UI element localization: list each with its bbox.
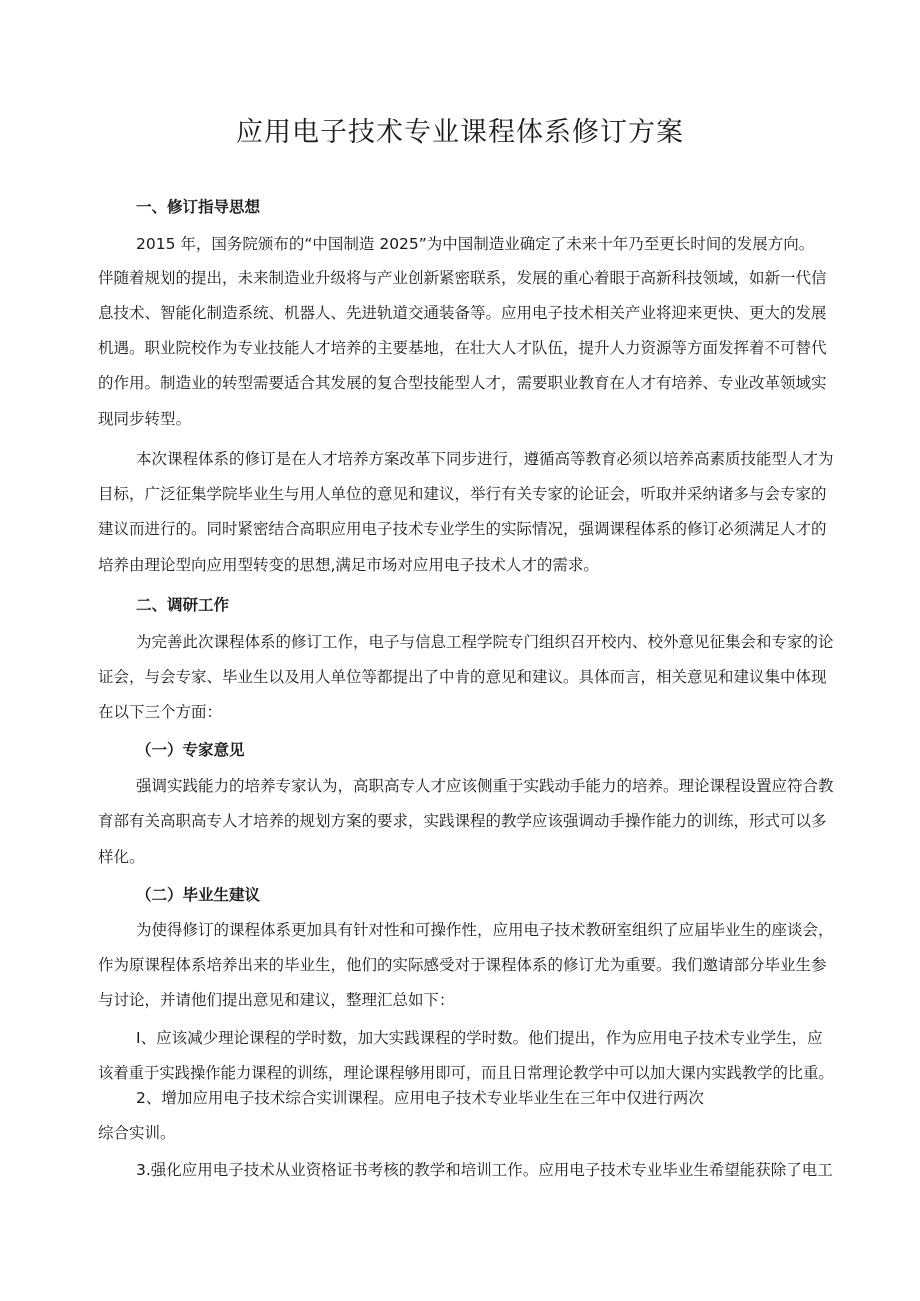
paragraph-line: 2015 年，国务院颁布的“中国制造 2025”为中国制造业确定了未来十年乃至更长时间的发展方向。 bbox=[136, 235, 815, 253]
paragraph-line: 育部有关高职高专人才培养的规划方案的要求，实践课程的教学应该强调动手操作能力的训练，形式可以多 bbox=[98, 812, 827, 830]
paragraph-line: 样化。 bbox=[98, 848, 145, 866]
paragraph-line: 目标，广泛征集学院毕业生与用人单位的意见和建议，举行有关专家的论证会，听取并采纳诸多与会专家的 bbox=[98, 485, 827, 503]
paragraph-line: 强调实践能力的培养专家认为，高职高专人才应该侧重于实践动手能力的培养。理论课程设置应符合教 bbox=[136, 777, 834, 795]
paragraph-line: 与讨论，并请他们提出意见和建议，整理汇总如下： bbox=[98, 991, 455, 1009]
section-heading: 一、修订指导思想 bbox=[136, 198, 261, 216]
list-item-line: 3.强化应用电子技术从业资格证书考核的教学和培训工作。应用电子技术专业毕业生希望能获除了电工 bbox=[136, 1161, 833, 1179]
list-item-line: Ⅰ、应该减少理论课程的学时数，加大实践课程的学时数。他们提出，作为应用电子技术专业学生，应 bbox=[136, 1029, 823, 1047]
paragraph-line: 息技术、智能化制造系统、机器人、先进轨道交通装备等。应用电子技术相关产业将迎来更快、更大的发展 bbox=[98, 304, 827, 322]
paragraph-line: 作为原课程体系培养出来的毕业生，他们的实际感受对于课程体系的修订尤为重要。我们邀请部分毕业生参 bbox=[98, 956, 827, 974]
paragraph-line: 本次课程体系的修订是在人才培养方案改革下同步进行，遵循高等教育必须以培养高素质技能型人才为 bbox=[136, 450, 834, 468]
paragraph-line: 的作用。制造业的转型需要适合其发展的复合型技能型人才，需要职业教育在人才有培养、专业改革领域实 bbox=[98, 374, 827, 392]
paragraph-line: 为完善此次课程体系的修订工作，电子与信息工程学院专门组织召开校内、校外意见征集会和专家的论 bbox=[136, 633, 834, 651]
paragraph-line: 在以下三个方面： bbox=[98, 703, 223, 721]
paragraph-line: 伴随着规划的提出，未来制造业升级将与产业创新紧密联系，发展的重心着眼于高新科技领域，如新一代信 bbox=[98, 269, 827, 287]
paragraph-line: 现同步转型。 bbox=[98, 410, 192, 428]
paragraph-line: 证会，与会专家、毕业生以及用人单位等都提出了中肯的意见和建议。具体而言，相关意见和建议集中体现 bbox=[98, 668, 827, 686]
section-heading: 二、调研工作 bbox=[136, 596, 230, 614]
subsection-heading: （二）毕业生建议 bbox=[136, 886, 261, 904]
paragraph-line: 建议而进行的。同时紧密结合高职应用电子技术专业学生的实际情况，强调课程体系的修订必须满足人才的 bbox=[98, 520, 827, 538]
list-item-line: 该着重于实践操作能力课程的训练，理论课程够用即可，而且日常理论教学中可以加大课内实践教学的比重。 bbox=[98, 1064, 834, 1082]
paragraph-line: 培养由理论型向应用型转变的思想,满足市场对应用电子技术人才的需求。 bbox=[98, 556, 599, 574]
subsection-heading: （一）专家意见 bbox=[136, 741, 245, 759]
list-item-line: 2、增加应用电子技术综合实训课程。应用电子技术专业毕业生在三年中仅进行两次 bbox=[136, 1089, 704, 1107]
paragraph-line: 机遇。职业院校作为专业技能人才培养的主要基地，在壮大人才队伍，提升人力资源等方面发挥着不可替代 bbox=[98, 339, 827, 357]
document-title: 应用电子技术专业课程体系修订方案 bbox=[236, 117, 684, 148]
list-item-line: 综合实训。 bbox=[98, 1124, 176, 1142]
paragraph-line: 为使得修订的课程体系更加具有针对性和可操作性，应用电子技术教研室组织了应届毕业生的座谈会， bbox=[136, 921, 834, 939]
